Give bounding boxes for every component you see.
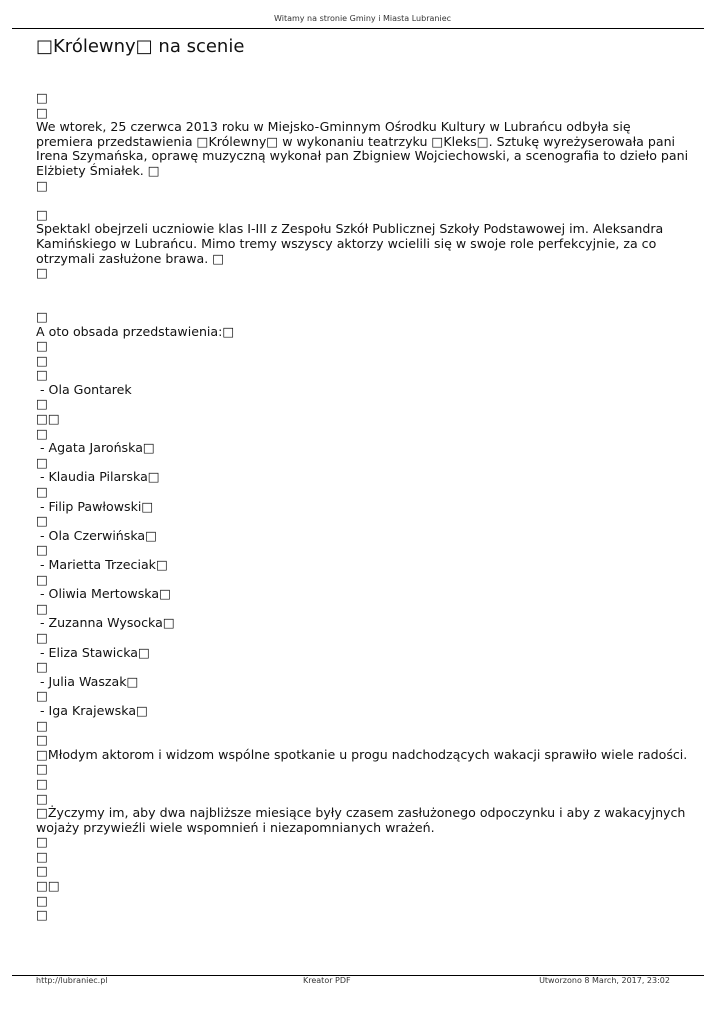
text-line: □	[36, 308, 48, 324]
text-line: - Ola Czerwińska□	[36, 527, 158, 543]
text-line: - Eliza Stawicka□	[36, 644, 150, 660]
text-line: - Filip Pawłowski□	[36, 498, 154, 514]
text-line: □□	[36, 411, 60, 427]
text-line: A oto obsada przedstawienia:□	[36, 323, 235, 339]
text-line: □	[36, 863, 48, 879]
text-line: □	[36, 513, 48, 529]
text-line: □	[36, 571, 48, 587]
text-line: □Młodym aktorom i widzom wspólne spotkanie u progu nadchodzących wakacji sprawiło wiele radości.	[36, 746, 688, 762]
text-line: - Klaudia Pilarska□	[36, 469, 160, 485]
text-line: □	[36, 542, 48, 558]
text-line: □	[36, 775, 48, 791]
footer-generator: Kreator PDF	[303, 976, 351, 985]
text-line: - Marietta Trzeciak□	[36, 557, 168, 572]
text-line: □	[36, 265, 48, 281]
article-body	[36, 91, 691, 923]
text-line: □	[36, 892, 48, 908]
blank-line	[36, 295, 691, 310]
text-line: □	[36, 834, 48, 850]
text-line: We wtorek, 25 czerwca 2013 roku w Miejsko-Gminnym Ośrodku Kultury w Lubrańcu odbyła się premiera przedstawienia □Królewny□ w wykonaniu teatrzyku □Kleks□. Sztukę wyreżyserowała pani Irena Szymańska, oprawę muzyczną wykonał pan Zbigniew Wojciechowski, a scenografia to dzieło pani Elżbiety Śmiałek. □	[36, 119, 689, 178]
text-line: □	[36, 848, 48, 864]
text-line: □	[36, 338, 48, 354]
text-line: □	[36, 177, 48, 193]
text-line: - Zuzanna Wysocka□	[36, 615, 175, 631]
text-line: - Julia Waszak□	[36, 673, 139, 689]
article-title: □Królewny□ na scenie	[36, 36, 245, 57]
blank-line	[36, 281, 691, 296]
text-line: □	[36, 659, 48, 675]
text-line: □	[36, 104, 48, 120]
text-line: □	[36, 790, 48, 806]
text-line: □Życzymy im, aby dwa najbliższe miesiące były czasem zasłużonego odpoczynku i aby z wakacyjnych wojaży przywieźli wiele wspomnień i niezapomnianych wrażeń.	[36, 805, 686, 835]
text-line: Spektakl obejrzeli uczniowie klas I-III z Zespołu Szkół Publicznej Szkoły Podstawowej im. Aleksandra Kamińskiego w Lubrańcu. Mimo tremy wszyscy aktorzy wcielili się w swoje role perfekcyjnie, za co otrzymali zasłużone brawa. □	[36, 221, 664, 266]
text-line: □	[36, 688, 48, 704]
header-divider	[12, 28, 704, 29]
text-line: □	[36, 717, 48, 733]
text-line: □	[36, 454, 48, 470]
text-line: □	[36, 600, 48, 616]
text-line: □	[36, 629, 48, 645]
text-line: □	[36, 367, 48, 383]
text-line: □	[36, 732, 48, 748]
text-line: □□	[36, 878, 60, 894]
text-line: - Agata Jarońska□	[36, 440, 155, 456]
text-line: - Oliwia Mertowska□	[36, 586, 171, 602]
text-line: □	[36, 352, 48, 368]
text-line: □	[36, 90, 48, 105]
text-line: □	[36, 206, 48, 222]
text-line: □	[36, 761, 48, 777]
text-line: □	[36, 396, 48, 412]
text-line: □	[36, 425, 48, 441]
text-line: □	[36, 484, 48, 500]
text-line: - Ola Gontarek	[36, 381, 132, 397]
text-line: - Iga Krajewska□	[36, 702, 148, 718]
site-header-title: Witamy na stronie Gminy i Miasta Lubraniec	[273, 14, 452, 23]
text-line: □	[36, 907, 48, 923]
blank-line	[36, 193, 691, 208]
footer-url: http://lubraniec.pl	[36, 976, 108, 985]
footer-created: Utworzono 8 March, 2017, 23:02	[539, 976, 670, 985]
